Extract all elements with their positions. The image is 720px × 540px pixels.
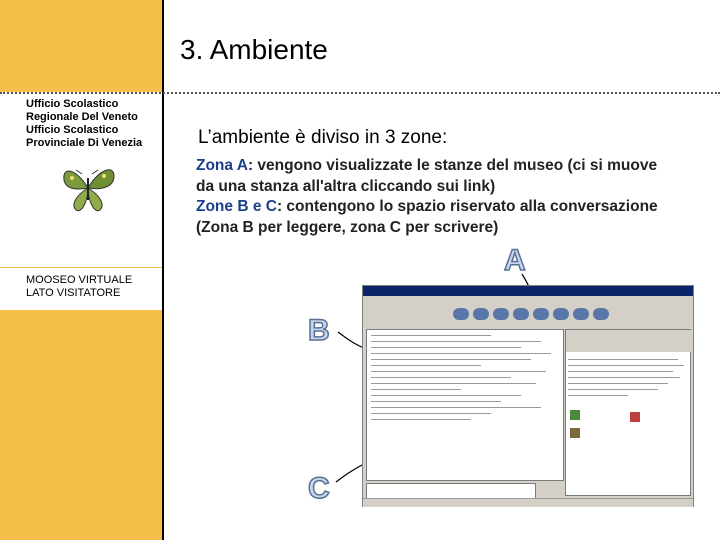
screenshot-toolbar <box>363 305 693 327</box>
zone-bc-text: : contengono lo spazio riservato alla conversazione (Zona B per leggere, zona C per scrivere) <box>196 198 658 236</box>
museum-label: MOOSEO VIRTUALE LATO VISITATORE <box>26 274 133 299</box>
screenshot-menubar <box>363 296 693 305</box>
intro-text: L’ambiente è diviso in 3 zone: <box>198 127 448 148</box>
institution-line: Ufficio Scolastico <box>26 98 119 110</box>
zone-bc-label: Zone B e C <box>196 198 277 215</box>
screenshot-statusbar <box>363 498 693 507</box>
zone-c-marker: C <box>308 472 330 505</box>
institution-block <box>26 98 142 150</box>
zone-a-text: : vengono visualizzate le stanze del museo (ci si muove da una stanza all'altra cliccando sui link) <box>196 157 658 195</box>
institution-line: Regionale Del Veneto <box>26 111 138 123</box>
screenshot-zone-c <box>366 483 536 499</box>
zone-a-marker: A <box>504 244 526 277</box>
institution-line: Provinciale Di Venezia <box>26 137 143 149</box>
screenshot-zone-a <box>565 329 691 496</box>
screenshot-titlebar <box>363 286 693 296</box>
header-rule <box>0 92 720 94</box>
zone-a-label: Zona A <box>196 157 248 174</box>
institution-line: Ufficio Scolastico <box>26 124 119 136</box>
slide-title: 3. Ambiente <box>180 34 328 65</box>
application-screenshot <box>362 285 694 507</box>
zones-description <box>196 156 666 238</box>
screenshot-zone-a-header <box>566 330 692 352</box>
butterfly-icon <box>58 160 118 216</box>
zone-b-marker: B <box>308 314 330 347</box>
sidebar-divider <box>162 0 164 540</box>
screenshot-zone-b <box>366 329 564 481</box>
